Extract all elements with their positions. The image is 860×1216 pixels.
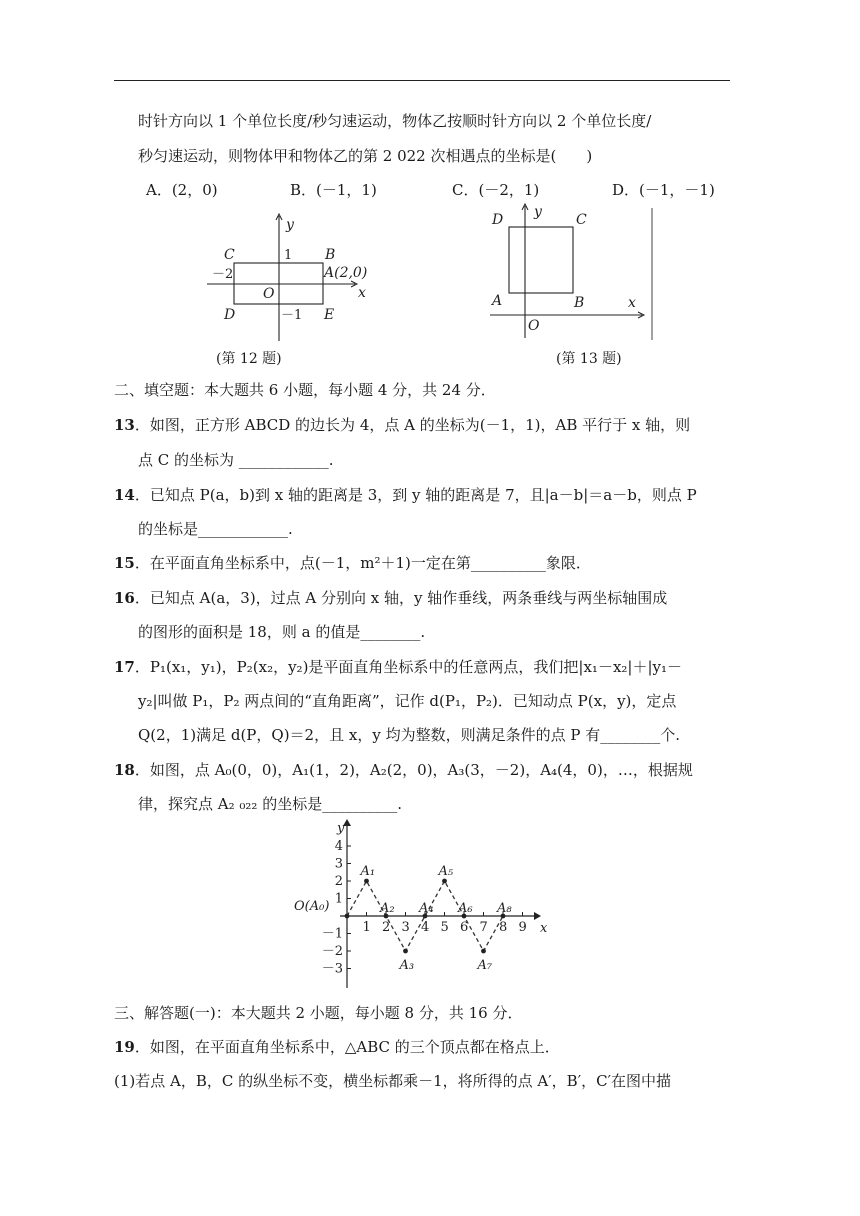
fig12-label-d: D <box>224 307 236 323</box>
fig18-xtick-label: 5 <box>440 920 449 935</box>
figure-12 <box>200 206 380 346</box>
q16-line1 <box>114 587 667 609</box>
q16-text-line1: ．已知点 A(a，3)，过点 A 分别向 x 轴，y 轴作垂线，两条垂线与两坐标轴围成 <box>134 589 668 607</box>
option-b: B．(－1，1) <box>290 181 377 199</box>
fig13-label-o: O <box>528 318 540 334</box>
fig13-label-d: D <box>492 212 504 228</box>
fig18-origin-label: O(A₀) <box>294 899 330 914</box>
fig18-ytick-label: －3 <box>321 961 343 977</box>
fig12-tick-1: 1 <box>284 248 293 263</box>
q14-line1 <box>114 484 697 506</box>
q18-text-line2: 律，探究点 A₂ ₀₂₂ 的坐标是__________. <box>138 795 402 813</box>
fig18-point <box>481 949 486 954</box>
fig12-label-b: B <box>325 247 336 263</box>
fig18-ytick-label: 4 <box>334 839 343 854</box>
q14-number: 14 <box>114 486 135 504</box>
fig12-label-e: E <box>324 307 335 323</box>
fig18-point-label: A₇ <box>477 958 493 973</box>
fig12-label-c: C <box>224 247 235 263</box>
q16-number: 16 <box>114 589 135 607</box>
fig18-point-label: A₆ <box>458 901 473 916</box>
fig18-xtick-label: 6 <box>460 920 469 935</box>
fig13-square <box>509 227 573 293</box>
fig18-x-label: x <box>540 921 548 936</box>
q14-text-line1: ．已知点 P(a，b)到 x 轴的距离是 3，到 y 轴的距离是 7，且|a－b|＝a－b，则点 P <box>134 486 697 504</box>
q16-text-line2: 的图形的面积是 18，则 a 的值是________. <box>138 623 426 641</box>
fig12-caption: (第 12 题) <box>216 351 282 367</box>
q14-text-line2: 的坐标是____________. <box>138 520 293 538</box>
fig12-label-x: x <box>358 285 366 301</box>
fig18-point-label: A₄ <box>419 901 434 916</box>
fig18-point <box>442 879 447 884</box>
fig18-point-label: A₅ <box>438 864 454 879</box>
q13-text-line1: ．如图，正方形 ABCD 的边长为 4，点 A 的坐标为(－1，1)，AB 平行于 x 轴，则 <box>134 416 691 434</box>
q19-line1 <box>114 1036 560 1058</box>
option-d: D．(－1，－1) <box>612 181 715 199</box>
option-a: A．(2，0) <box>146 181 218 199</box>
q17-text-line2: y₂|叫做 P₁，P₂ 两点间的“直角距离”，记作 d(P₁，P₂)．已知动点 P(x，y)，定点 <box>138 692 677 710</box>
fig18-ytick-label: －1 <box>321 926 343 942</box>
fig18-point-label: A₂ <box>380 901 395 916</box>
fig18-xtick-label: 2 <box>382 920 391 935</box>
fig18-ytick-label: －2 <box>321 944 343 959</box>
q18-number: 18 <box>114 761 135 779</box>
fig12-label-y: y <box>286 217 294 233</box>
q12-text-line1: 时针方向以 1 个单位长度/秒匀速运动，物体乙按顺时针方向以 2 个单位长度/ <box>138 112 652 130</box>
fig13-label-b: B <box>574 295 585 311</box>
fig18-xtick-label: 7 <box>479 920 488 935</box>
figure-13 <box>480 198 660 348</box>
fig18-point-label: A₃ <box>399 958 415 973</box>
q17-line1 <box>114 656 682 678</box>
fig12-label-o: O <box>263 286 275 302</box>
fig12-tick-neg1: －1 <box>281 308 303 323</box>
q13-line1 <box>114 414 690 436</box>
header-rule <box>114 80 730 81</box>
q18-line1 <box>114 759 693 781</box>
q13-text-line2: 点 C 的坐标为 ____________. <box>138 451 334 469</box>
q17-text-line1: ．P₁(x₁，y₁)，P₂(x₂，y₂)是平面直角坐标系中的任意两点，我们把|x₁－x₂|＋|y₁－ <box>134 658 683 676</box>
figure-18 <box>290 816 560 992</box>
fig18-xtick-label: 3 <box>401 920 410 935</box>
fig18-y-label: y <box>337 821 345 836</box>
fig18-xtick-label: 8 <box>499 920 508 935</box>
fig18-x-arrow <box>534 912 541 920</box>
section2-heading: 二、填空题：本大题共 6 小题，每小题 4 分，共 24 分． <box>114 381 496 399</box>
q15-number: 15 <box>114 554 135 572</box>
fig18-ytick-label: 1 <box>334 891 343 907</box>
section3-heading: 三、解答题(一)：本大题共 2 小题，每小题 8 分，共 16 分． <box>114 1004 523 1022</box>
fig18-xtick-label: 1 <box>362 920 371 935</box>
fig12-label-a: A(2,0) <box>324 265 368 281</box>
fig18-point <box>364 879 369 884</box>
fig18-point <box>345 914 350 919</box>
q13-number: 13 <box>114 416 135 434</box>
fig13-caption: (第 13 题) <box>556 351 622 367</box>
fig18-xtick-label: 4 <box>421 920 430 935</box>
fig13-label-a: A <box>492 293 503 309</box>
fig18-point <box>403 949 408 954</box>
fig13-label-x: x <box>628 295 636 311</box>
q15-text-line1: ．在平面直角坐标系中，点(－1，m²＋1)一定在第__________象限． <box>134 554 591 572</box>
fig13-label-c: C <box>576 212 587 228</box>
option-c: C．(－2，1) <box>452 181 540 199</box>
q17-text-line3: Q(2，1)满足 d(P，Q)＝2，且 x，y 均为整数，则满足条件的点 P 有________个. <box>138 726 680 744</box>
q12-text-line2: 秒匀速运动，则物体甲和物体乙的第 2 022 次相遇点的坐标是( ) <box>138 147 593 165</box>
q18-text-line1: ．如图，点 A₀(0，0)，A₁(1，2)，A₂(2，0)，A₃(3，－2)，A₄(4，0)，…，根据规 <box>134 761 693 779</box>
fig18-ytick-label: 3 <box>334 856 343 872</box>
q17-number: 17 <box>114 658 135 676</box>
q19-sub1: (1)若点 A，B，C 的纵坐标不变，横坐标都乘－1，将所得的点 A′，B′，C′在图中描 <box>114 1072 671 1090</box>
fig12-tick-neg2: －2 <box>212 267 234 282</box>
q19-number: 19 <box>114 1038 135 1056</box>
q15-line1 <box>114 552 591 574</box>
fig13-label-y: y <box>534 204 542 220</box>
fig18-xtick-label: 9 <box>518 920 527 935</box>
fig18-point-label: A₈ <box>497 901 512 916</box>
fig18-ytick-label: 2 <box>334 874 343 889</box>
fig18-point-label: A₁ <box>360 864 376 879</box>
q19-text-line1: ．如图，在平面直角坐标系中，△ABC 的三个顶点都在格点上． <box>134 1038 560 1056</box>
